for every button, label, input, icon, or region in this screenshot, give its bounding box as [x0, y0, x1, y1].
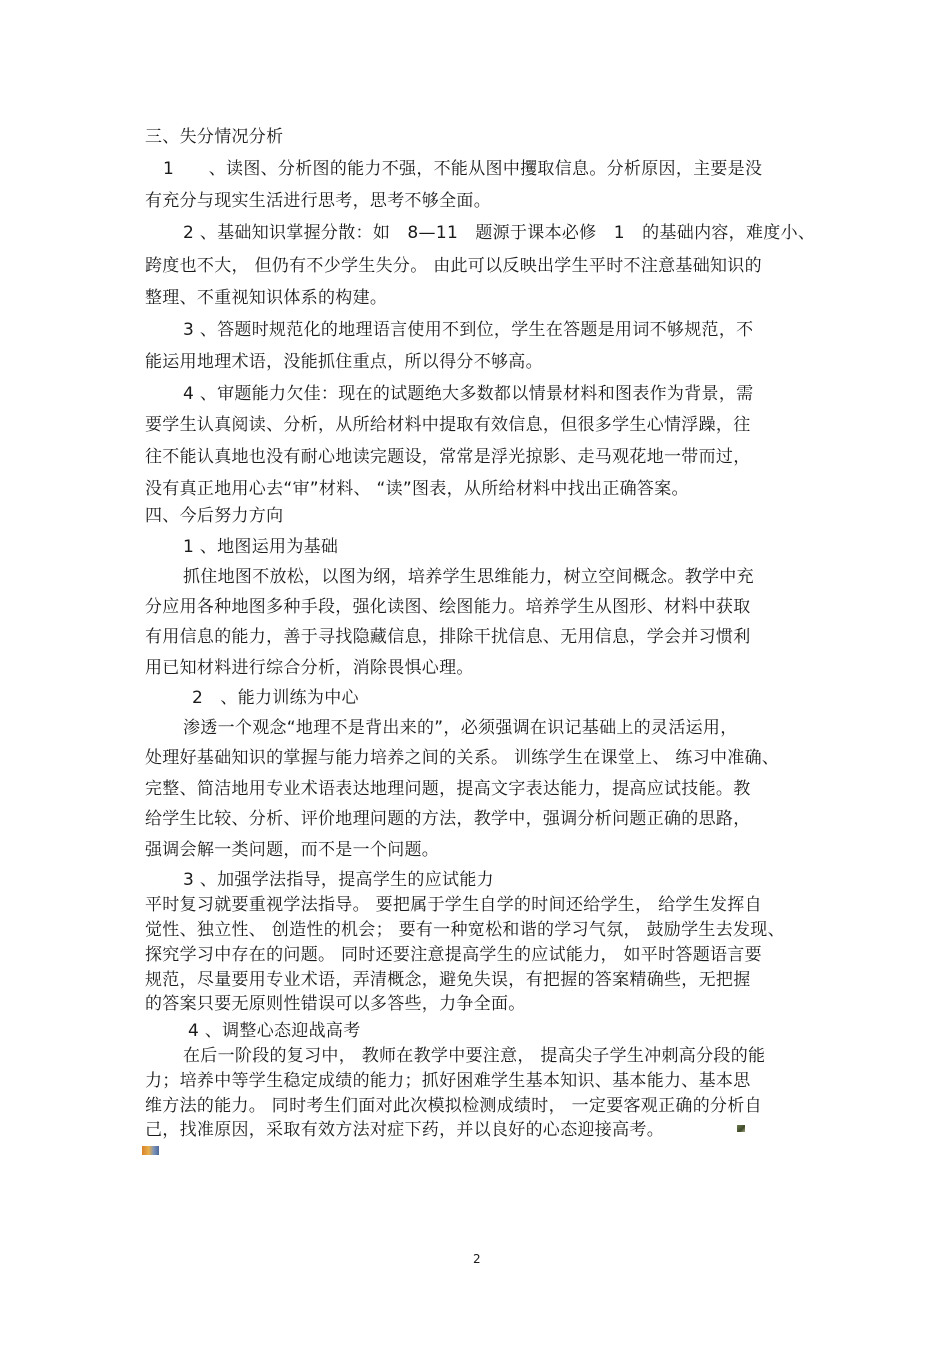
paragraph-line: 强调会解一类问题，而不是一个问题。 [145, 840, 440, 860]
paragraph-line: 完整、简洁地用专业术语表达地理问题，提高文字表达能力，提高应试技能。教 [145, 779, 751, 799]
inline-image-thumbnail [142, 1146, 159, 1155]
paragraph-line: 没有真正地用心去“审”材料、 “读”图表，从所给材料中找出正确答案。 [145, 479, 689, 499]
inline-image-thumbnail [737, 1125, 745, 1132]
paragraph-line: 1 、读图、分析图的能力不强，不能从图中攫取信息。分析原因，主要是没 [163, 159, 763, 179]
subheading: 4 、调整心态迎战高考 [188, 1021, 361, 1041]
paragraph-line: 给学生比较、分析、评价地理问题的方法，教学中，强调分析问题正确的思路， [145, 809, 751, 829]
paragraph-line: 要学生认真阅读、分析，从所给材料中提取有效信息，但很多学生心情浮躁，往 [145, 415, 751, 435]
paragraph-line: 能运用地理术语，没能抓住重点，所以得分不够高。 [145, 352, 543, 372]
paragraph-line: 用已知材料进行综合分析，消除畏惧心理。 [145, 658, 474, 678]
paragraph-line: 维方法的能力。 同时考生们面对此次模拟检测成绩时， 一定要客观正确的分析自 [145, 1096, 762, 1116]
paragraph-line: 力；培养中等学生稳定成绩的能力；抓好困难学生基本知识、基本能力、基本思 [145, 1071, 751, 1091]
paragraph-line: 分应用各种地图多种手段，强化读图、绘图能力。培养学生从图形、材料中获取 [145, 597, 751, 617]
paragraph-line: 规范，尽量要用专业术语，弄清概念，避免失误，有把握的答案精确些，无把握 [145, 970, 751, 990]
paragraph-line: 有充分与现实生活进行思考，思考不够全面。 [145, 191, 491, 211]
paragraph-line: 有用信息的能力，善于寻找隐藏信息，排除干扰信息、无用信息，学会并习惯利 [145, 627, 751, 647]
paragraph-line: 2 、基础知识掌握分散：如 8—11 题源于课本必修 1 的基础内容，难度小、 [183, 223, 816, 243]
paragraph-line: 探究学习中存在的问题。 同时还要注意提高学生的应试能力， 如平时答题语言要 [145, 945, 762, 965]
paragraph-line: 抓住地图不放松，以图为纲，培养学生思维能力，树立空间概念。教学中充 [183, 567, 754, 587]
paragraph-line: 跨度也不大， 但仍有不少学生失分。 由此可以反映出学生平时不注意基础知识的 [145, 256, 762, 276]
section-heading-3: 三、失分情况分析 [145, 127, 284, 147]
paragraph-line: 平时复习就要重视学法指导。 要把属于学生自学的时间还给学生， 给学生发挥自 [145, 895, 762, 915]
paragraph-line: 觉性、独立性、 创造性的机会； 要有一种宽松和谐的学习气氛， 鼓励学生去发现、 [145, 920, 785, 940]
paragraph-line: 渗透一个观念“地理不是背出来的”，必须强调在识记基础上的灵活运用， [183, 718, 738, 738]
page-number: 2 [473, 1252, 481, 1266]
subheading: 1 、地图运用为基础 [183, 537, 339, 557]
subheading: 3 、加强学法指导，提高学生的应试能力 [183, 870, 494, 890]
subheading: 2 、能力训练为中心 [192, 688, 359, 708]
paragraph-line: 的答案只要无原则性错误可以多答些，力争全面。 [145, 994, 526, 1014]
section-heading-4: 四、今后努力方向 [145, 506, 284, 526]
paragraph-line: 处理好基础知识的掌握与能力培养之间的关系。 训练学生在课堂上、 练习中准确、 [145, 748, 780, 768]
paragraph-line: 4 、审题能力欠佳：现在的试题绝大多数都以情景材料和图表作为背景，需 [183, 384, 754, 404]
paragraph-line: 己，找准原因，采取有效方法对症下药，并以良好的心态迎接高考。 [145, 1120, 664, 1140]
paragraph-line: 往不能认真地也没有耐心地读完题设，常常是浮光掠影、走马观花地一带而过， [145, 447, 751, 467]
paragraph-line: 在后一阶段的复习中， 教师在教学中要注意， 提高尖子学生冲刺高分段的能 [183, 1046, 766, 1066]
paragraph-line: 3 、答题时规范化的地理语言使用不到位，学生在答题是用词不够规范，不 [183, 320, 754, 340]
paragraph-line: 整理、不重视知识体系的构建。 [145, 288, 388, 308]
